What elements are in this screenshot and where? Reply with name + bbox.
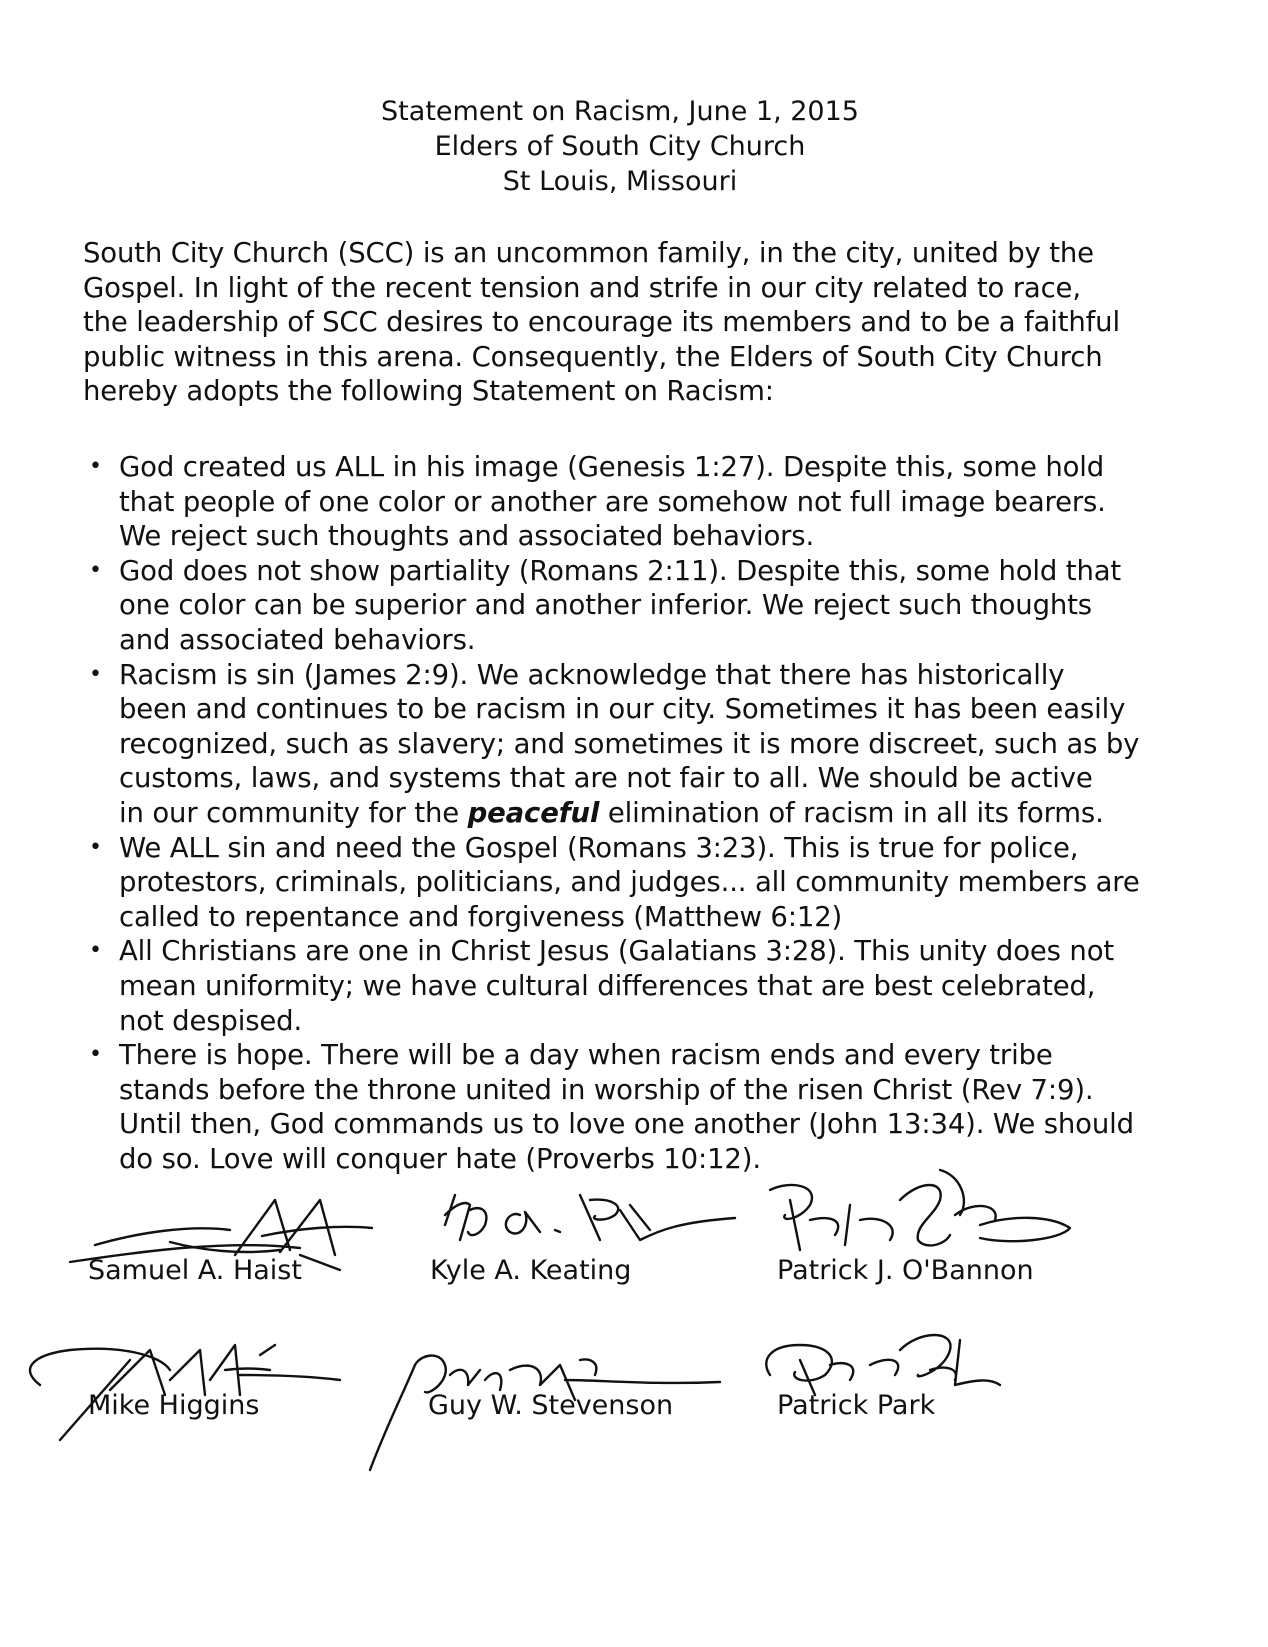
bullet-line: God does not show partiality (Romans 2:11). Despite this, some hold that xyxy=(119,554,1122,587)
bullet-line: mean uniformity; we have cultural differences that are best celebrated, xyxy=(119,969,1096,1002)
bullet-dot-icon: • xyxy=(89,557,102,583)
bullet-text: in our community for the xyxy=(119,796,468,829)
intro-line: Gospel. In light of the recent tension and strife in our city related to race, xyxy=(83,271,1081,304)
bullet-line: been and continues to be racism in our city. Sometimes it has been easily xyxy=(119,693,1126,726)
bullet-line: Until then, God commands us to love one another (John 13:34). We should xyxy=(119,1108,1134,1141)
header-location: St Louis, Missouri xyxy=(502,166,738,197)
bullet-line: one color can be superior and another inferior. We reject such thoughts xyxy=(119,589,1092,622)
intro-line: public witness in this arena. Consequently, the Elders of South City Church xyxy=(83,340,1103,373)
intro-line: the leadership of SCC desires to encourage its members and to be a faithful xyxy=(83,306,1120,338)
bullet-line: There is hope. There will be a day when racism ends and every tribe xyxy=(119,1039,1053,1072)
bullet-line: We reject such thoughts and associated behaviors. xyxy=(119,520,815,553)
bullet-line: called to repentance and forgiveness (Matthew 6:12) xyxy=(119,900,843,933)
bullet-line: We ALL sin and need the Gospel (Romans 3:23). This is true for police, xyxy=(119,831,1079,864)
signer-name: Patrick Park xyxy=(777,1390,936,1421)
bullet-dot-icon: • xyxy=(89,938,102,964)
bullet-line: stands before the throne united in worship of the risen Christ (Rev 7:9). xyxy=(119,1073,1094,1106)
signer-name: Mike Higgins xyxy=(88,1390,260,1421)
signature-mark-6 xyxy=(766,1335,1000,1395)
bullet-line: not despised. xyxy=(119,1004,303,1037)
bullet-line: Racism is sin (James 2:9). We acknowledge that there has historically xyxy=(119,658,1065,691)
bullet-line: customs, laws, and systems that are not fair to all. We should be active xyxy=(119,762,1093,795)
signer-name: Kyle A. Keating xyxy=(430,1255,632,1286)
bullet-line: and associated behaviors. xyxy=(119,623,476,656)
bullet-line: protestors, criminals, politicians, and judges... all community members are xyxy=(119,866,1140,899)
bullet-dot-icon: • xyxy=(89,1042,102,1068)
intro-line: South City Church (SCC) is an uncommon family, in the city, united by the xyxy=(83,237,1094,269)
header-title: Statement on Racism, June 1, 2015 xyxy=(381,96,859,127)
bullet-dot-icon: • xyxy=(89,661,102,687)
bullet-text: elimination of racism in all its forms. xyxy=(599,796,1104,829)
signature-mark-2 xyxy=(445,1195,735,1240)
signer-name: Patrick J. O'Bannon xyxy=(777,1255,1034,1286)
signer-name: Guy W. Stevenson xyxy=(428,1390,674,1421)
bullet-line: All Christians are one in Christ Jesus (Galatians 3:28). This unity does not xyxy=(119,935,1114,968)
emphasized-word: peaceful xyxy=(467,796,600,829)
bullet-line: that people of one color or another are somehow not full image bearers. xyxy=(119,485,1106,518)
bullet-line: God created us ALL in his image (Genesis 1:27). Despite this, some hold xyxy=(119,451,1105,483)
bullet-line: do so. Love will conquer hate (Proverbs 10:12). xyxy=(119,1142,761,1175)
bullet-dot-icon: • xyxy=(89,834,102,860)
bullet-dot-icon: • xyxy=(89,454,102,479)
signature-mark-3 xyxy=(770,1170,1070,1250)
intro-line: hereby adopts the following Statement on Racism: xyxy=(83,375,774,407)
header-organization: Elders of South City Church xyxy=(434,131,806,162)
bullet-line: recognized, such as slavery; and sometimes it is more discreet, such as by xyxy=(119,727,1140,760)
signer-name: Samuel A. Haist xyxy=(88,1255,302,1286)
